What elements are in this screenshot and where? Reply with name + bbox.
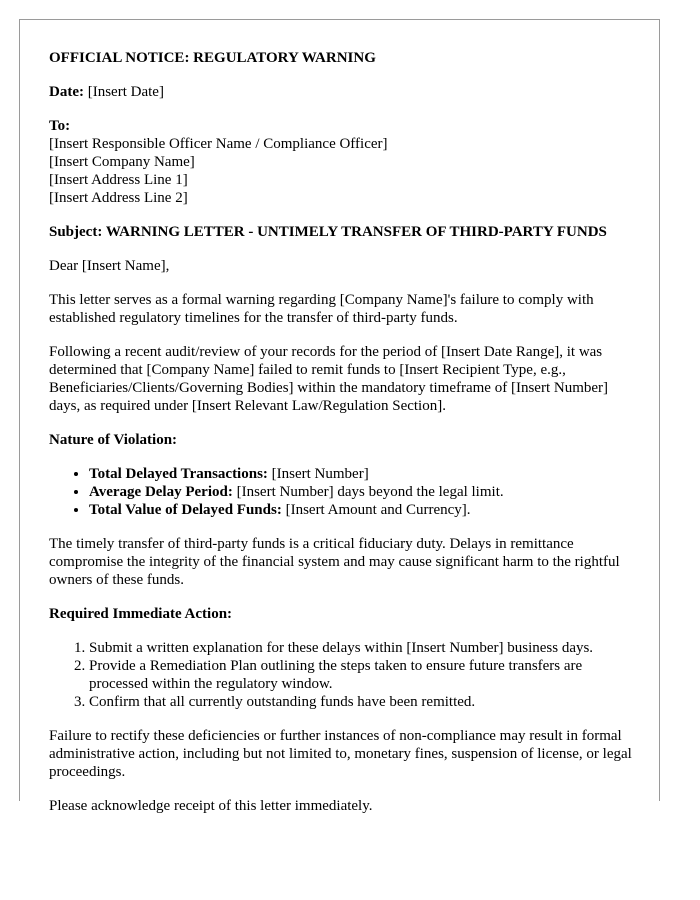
date-value: [Insert Date] xyxy=(87,84,164,100)
date-line xyxy=(49,83,639,101)
paragraph-consequences: Failure to rectify these deficiencies or further instances of non-compliance may result in formal administrative action, including but not limited to, monetary fines, suspension of license, or legal proceedings. xyxy=(49,728,632,780)
salutation: Dear [Insert Name], xyxy=(49,258,170,274)
action-item: 2. Provide a Remediation Plan outlining the steps taken to ensure future transfers are processed within the regulatory window. xyxy=(89,657,639,693)
violation-list xyxy=(49,465,639,519)
letter-content xyxy=(49,49,639,831)
paragraph-closing-partial: Please acknowledge receipt of this letter immediately. xyxy=(49,798,373,814)
recipient-block xyxy=(49,117,639,207)
recipient-officer: [Insert Responsible Officer Name / Compliance Officer] xyxy=(49,136,388,152)
violation-label: Total Delayed Transactions: xyxy=(89,466,268,482)
recipient-address-2: [Insert Address Line 2] xyxy=(49,190,188,206)
date-label: Date: xyxy=(49,84,84,100)
violation-value: [Insert Number] xyxy=(267,466,369,482)
recipient-line-1 xyxy=(49,117,639,153)
action-heading: Required Immediate Action: xyxy=(49,606,233,622)
violation-label: Total Value of Delayed Funds: xyxy=(89,502,282,518)
to-label: To: xyxy=(49,118,71,134)
recipient-address-1: [Insert Address Line 1] xyxy=(49,172,188,188)
action-item: 3. Confirm that all currently outstanding funds have been remitted. xyxy=(89,693,639,711)
violation-heading: Nature of Violation: xyxy=(49,432,178,448)
document-page xyxy=(19,19,660,814)
subject-value: WARNING LETTER - UNTIMELY TRANSFER OF THIRD-PARTY FUNDS xyxy=(105,224,607,240)
paragraph-findings: Following a recent audit/review of your records for the period of [Insert Date Range], it was determined that [Company Name] failed to remit funds to [Insert Recipient Type, e.g., Beneficiaries/Clients/Governing Bodies] within the mandatory timeframe of [Insert Number] days, as required under [Insert Relevant Law/Regulation Section]. xyxy=(49,344,609,414)
subject-label: Subject: xyxy=(49,224,103,240)
violation-item xyxy=(89,465,639,483)
violation-value: [Insert Amount and Currency]. xyxy=(281,502,471,518)
subject-line xyxy=(49,223,639,241)
paragraph-fiduciary: The timely transfer of third-party funds is a critical fiduciary duty. Delays in remittance compromise the integrity of the financial system and may cause significant harm to the rightful owners of these funds. xyxy=(49,536,620,588)
violation-value: [Insert Number] days beyond the legal limit. xyxy=(232,484,504,500)
action-list xyxy=(49,639,639,711)
action-item: 1. Submit a written explanation for these delays within [Insert Number] business days. xyxy=(89,639,639,657)
violation-label: Average Delay Period: xyxy=(89,484,233,500)
violation-item xyxy=(89,483,639,501)
recipient-company: [Insert Company Name] xyxy=(49,154,195,170)
notice-title: OFFICIAL NOTICE: REGULATORY WARNING xyxy=(49,50,376,66)
violation-item xyxy=(89,501,639,519)
paragraph-intro: This letter serves as a formal warning regarding [Company Name]'s failure to comply with established regulatory timelines for the transfer of third-party funds. xyxy=(49,292,594,326)
